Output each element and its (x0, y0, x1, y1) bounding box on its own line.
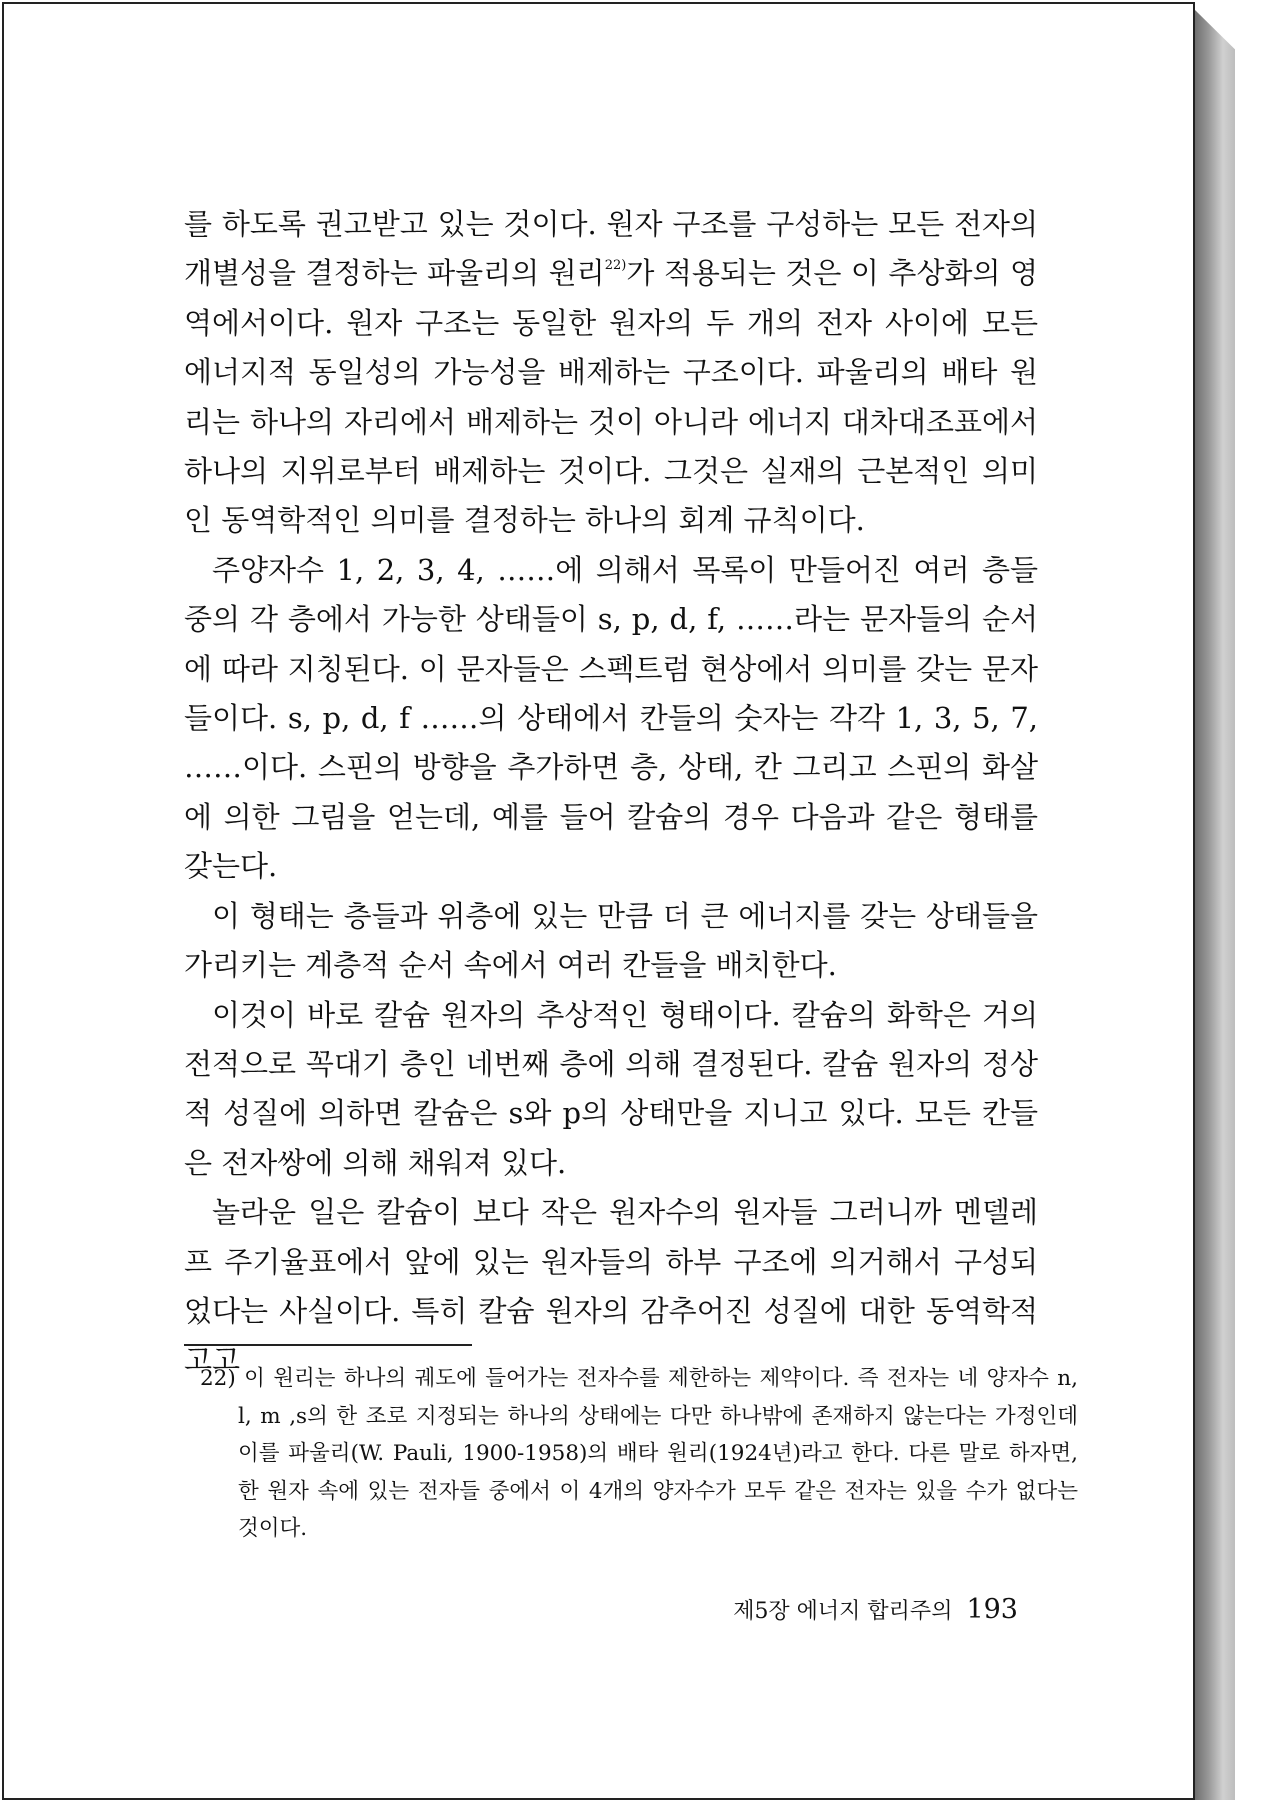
footnote-22: 22) 이 원리는 하나의 궤도에 들어가는 전자수를 제한하는 제약이다. 즉 전자는 네 양자수 n, l, m ,s의 한 조로 지정되는 하나의 상태에는 다만 하나밖에 존재하지 않는다는 가정인데 이를 파울리(W. Pauli, 1900-1958)의 배타 원리(1924년)라고 한다. 다른 말로 하자면, 한 원자 속에 있는 전자들 중에서 이 4개의 양자수가 모두 같은 전자는 있을 수가 없다는 것이다. (200, 1366, 1078, 1541)
running-footer (604, 1594, 1018, 1625)
paragraph-1-rest: 가 적용되는 것은 이 추상화의 영역에서이다. 원자 구조는 동일한 원자의 두 개의 전자 사이에 모든 에너지적 동일성의 가능성을 배제하는 구조이다. 파울리의 배타 원리는 하나의 자리에서 배제하는 것이 아니라 에너지 대차대조표에서 하나의 지위로부터 배제하는 것이다. 그것은 실재의 근본적인 의미인 동역학적인 의미를 결정하는 하나의 회계 규칙이다. (184, 256, 1038, 538)
page-stack-edge (1195, 10, 1235, 1800)
paragraph-2: 주양자수 1, 2, 3, 4, ……에 의해서 목록이 만들어진 여러 층들 중의 각 층에서 가능한 상태들이 s, p, d, f, ……라는 문자들의 순서에 따라 지칭된다. 이 문자들은 스펙트럼 현상에서 의미를 갖는 문자들이다. s, p, d, f ……의 상태에서 칸들의 숫자는 각각 1, 3, 5, 7, ……이다. 스핀의 방향을 추가하면 층, 상태, 칸 그리고 스핀의 화살에 의한 그림을 얻는데, 예를 들어 칼슘의 경우 다음과 같은 형태를 갖는다. (184, 552, 1038, 884)
paragraph-5: 놀라운 일은 칼슘이 보다 작은 원자수의 원자들 그러니까 멘델레프 주기율표에서 앞에 있는 원자들의 하부 구조에 의거해서 구성되었다는 사실이다. 특히 칼슘 원자의 감추어진 성질에 대한 동역학적 고고 (184, 1195, 1038, 1378)
paragraph-1-start: 를 하도록 권고받고 있는 것이다. 원자 구조를 구성하는 모든 전자의 개별성을 결정하는 파울리의 원리 (184, 207, 1038, 291)
body-text (184, 200, 1038, 1386)
footnote-divider (184, 1344, 472, 1346)
footnote-reference[interactable]: 22) (604, 258, 627, 274)
book-page (2, 2, 1195, 1800)
page-number: 193 (966, 1594, 1018, 1625)
chapter-title: 제5장 에너지 합리주의 (733, 1599, 953, 1624)
paragraph-4: 이것이 바로 칼슘 원자의 추상적인 형태이다. 칼슘의 화학은 거의 전적으로 꼭대기 층인 네번째 층에 의해 결정된다. 칼슘 원자의 정상적 성질에 의하면 칼슘은 s와 p의 상태만을 지니고 있다. 모든 칸들은 전자쌍에 의해 채워져 있다. (184, 997, 1038, 1180)
paragraph-1 (184, 200, 1038, 546)
paragraph-3: 이 형태는 층들과 위층에 있는 만큼 더 큰 에너지를 갖는 상태들을 가리키는 계층적 순서 속에서 여러 칸들을 배치한다. (184, 898, 1038, 983)
